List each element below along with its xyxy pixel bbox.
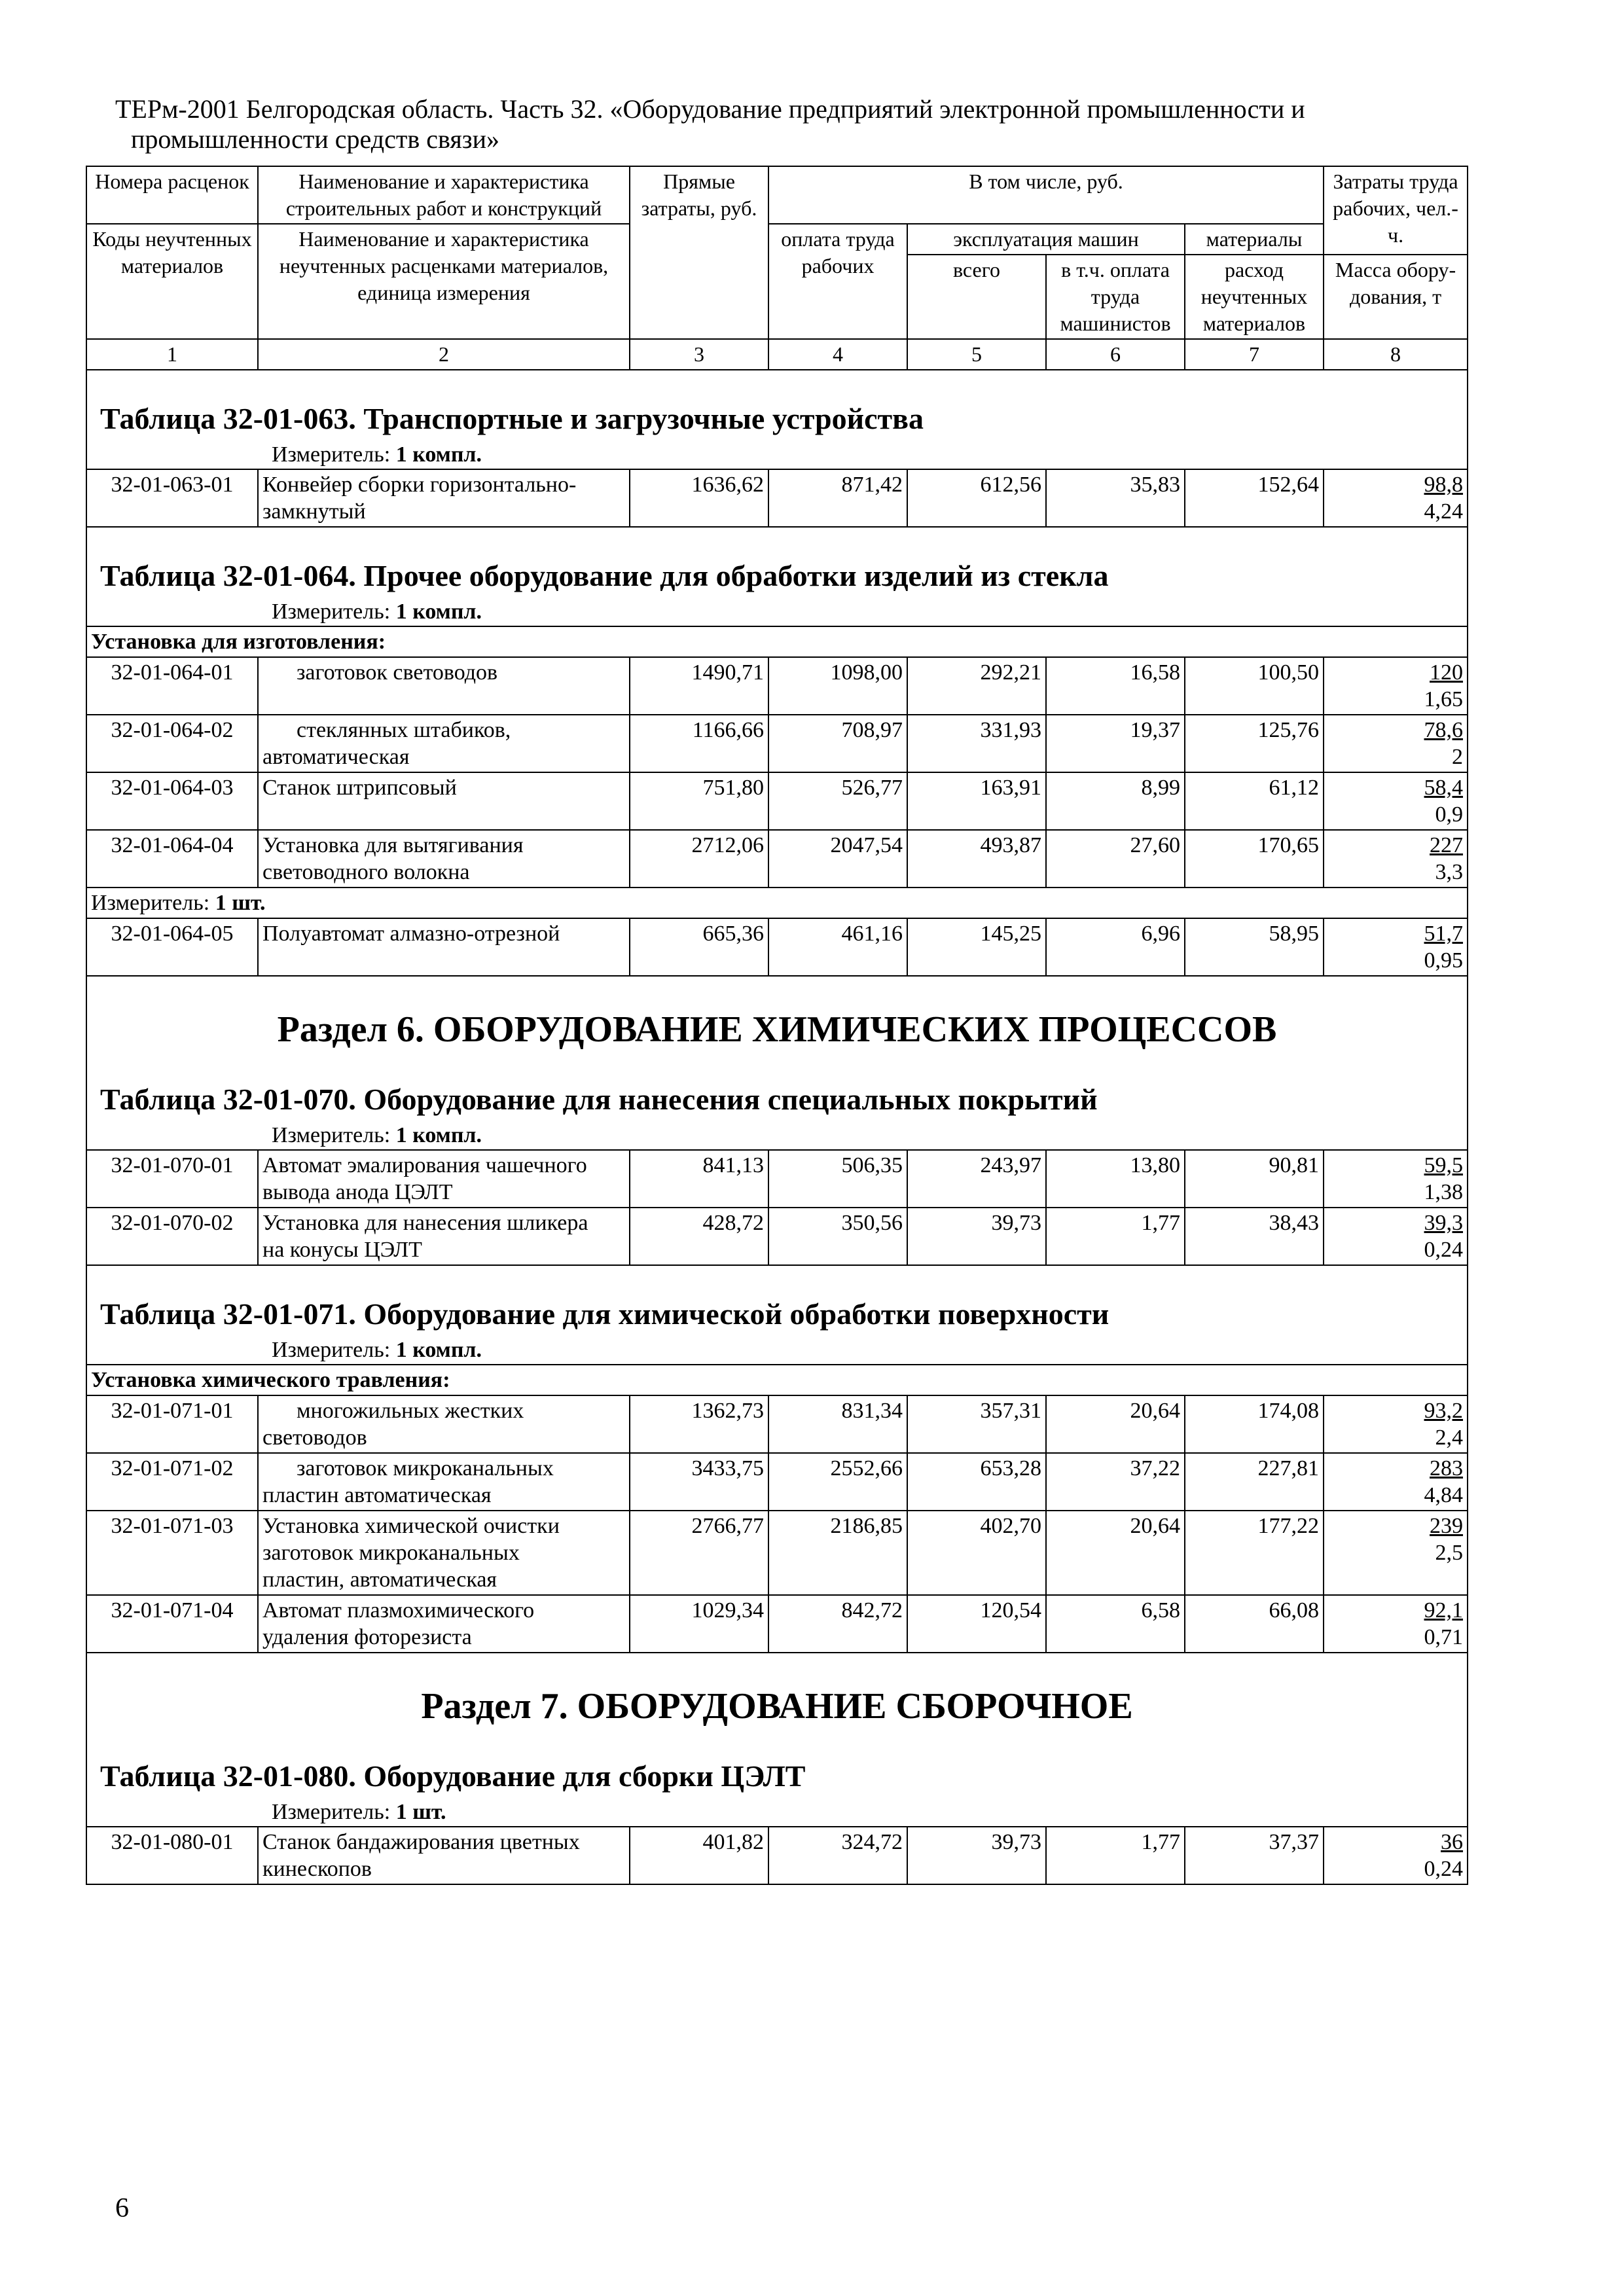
rate-code: 32-01-071-02 <box>86 1453 258 1511</box>
operators-pay: 27,60 <box>1046 830 1185 888</box>
rate-code: 32-01-080-01 <box>86 1827 258 1884</box>
labor-pay: 1098,00 <box>768 657 907 715</box>
operators-pay: 20,64 <box>1046 1395 1185 1453</box>
machines-total: 39,73 <box>907 1208 1046 1265</box>
table-064-title-block <box>86 527 1468 626</box>
direct-cost: 841,13 <box>630 1150 768 1208</box>
section-6-title: Раздел 6. ОБОРУДОВАНИЕ ХИМИЧЕСКИХ ПРОЦЕССОВ <box>277 1009 1277 1050</box>
measure-line: Измеритель: 1 шт. <box>86 888 1468 918</box>
table-row <box>86 1595 1468 1653</box>
direct-cost: 1636,62 <box>630 469 768 527</box>
direct-cost: 751,80 <box>630 772 768 830</box>
col-num-7: 7 <box>1185 339 1324 370</box>
rate-name: Конвейер сборки горизонтально- замкнутый <box>258 469 630 527</box>
table-row <box>86 830 1468 888</box>
col-num-8: 8 <box>1324 339 1468 370</box>
table-row <box>86 469 1468 527</box>
subheading: Установка для изготовления: <box>86 626 1468 657</box>
rate-name: заготовок световодов <box>258 657 630 715</box>
measure-value: 1 компл. <box>395 442 482 467</box>
labor-pay: 526,77 <box>768 772 907 830</box>
machines-total: 292,21 <box>907 657 1046 715</box>
operators-pay: 20,64 <box>1046 1511 1185 1595</box>
direct-cost: 2712,06 <box>630 830 768 888</box>
rate-name: Станок штрипсовый <box>258 772 630 830</box>
labor-and-mass: 283 4,84 <box>1324 1453 1468 1511</box>
labor-pay: 2047,54 <box>768 830 907 888</box>
table-row <box>86 1150 1468 1208</box>
rate-code: 32-01-064-03 <box>86 772 258 830</box>
col8-header-top: Затраты труда рабочих, чел.-ч. <box>1324 166 1468 255</box>
page-header <box>115 94 1464 154</box>
operators-pay: 1,77 <box>1046 1208 1185 1265</box>
table-row <box>86 1395 1468 1453</box>
rate-name: многожильных жестких световодов <box>258 1395 630 1453</box>
operators-pay: 6,96 <box>1046 918 1185 976</box>
rate-code: 32-01-064-02 <box>86 715 258 772</box>
rate-name: Установка для вытягивания световодного волокна <box>258 830 630 888</box>
table-row <box>86 1511 1468 1595</box>
materials-cost: 66,08 <box>1185 1595 1324 1653</box>
rate-name: стеклянных штабиков, автоматическая <box>258 715 630 772</box>
direct-cost: 2766,77 <box>630 1511 768 1595</box>
machines-total: 402,70 <box>907 1511 1046 1595</box>
materials-cost: 90,81 <box>1185 1150 1324 1208</box>
included-header: В том числе, руб. <box>768 166 1324 224</box>
header-line-2: промышленности средств связи» <box>131 124 499 154</box>
rate-code: 32-01-064-05 <box>86 918 258 976</box>
materials-header: материалы <box>1185 224 1324 255</box>
labor-and-mass: 227 3,3 <box>1324 830 1468 888</box>
labor-pay: 842,72 <box>768 1595 907 1653</box>
machines-total: 243,97 <box>907 1150 1046 1208</box>
measure-line: Измеритель: 1 компл. <box>272 600 482 624</box>
col2-header-bottom: Наименование и характеристика неучтенных расценками материалов, единица измерения <box>258 224 630 339</box>
col1-header-top: Номера расценок <box>86 166 258 224</box>
section-7-block <box>86 1653 1468 1827</box>
labor-and-mass: 93,2 2,4 <box>1324 1395 1468 1453</box>
measure-line <box>100 441 1454 469</box>
col-num-6: 6 <box>1046 339 1185 370</box>
labor-pay: 506,35 <box>768 1150 907 1208</box>
labor-pay: 2186,85 <box>768 1511 907 1595</box>
machines-total: 653,28 <box>907 1453 1046 1511</box>
col2-header-top: Наименование и характеристика строительных работ и конструкций <box>258 166 630 224</box>
materials-cost: 227,81 <box>1185 1453 1324 1511</box>
page-number: 6 <box>115 2193 129 2223</box>
labor-and-mass: 92,1 0,71 <box>1324 1595 1468 1653</box>
col3-header: Прямые затраты, руб. <box>630 166 768 339</box>
labor-and-mass: 239 2,5 <box>1324 1511 1468 1595</box>
table-row <box>86 918 1468 976</box>
direct-cost: 428,72 <box>630 1208 768 1265</box>
col1-header-bottom: Коды неучтенных материалов <box>86 224 258 339</box>
labor-pay: 708,97 <box>768 715 907 772</box>
machines-header: эксплуатация машин <box>907 224 1185 255</box>
labor-and-mass: 58,4 0,9 <box>1324 772 1468 830</box>
labor-and-mass: 36 0,24 <box>1324 1827 1468 1884</box>
labor-and-mass: 78,6 2 <box>1324 715 1468 772</box>
materials-cost: 170,65 <box>1185 830 1324 888</box>
rate-name: Полуавтомат алмазно-отрезной <box>258 918 630 976</box>
direct-cost: 1362,73 <box>630 1395 768 1453</box>
col-num-2: 2 <box>258 339 630 370</box>
labor-pay: 871,42 <box>768 469 907 527</box>
column-numbers-row <box>86 339 1468 370</box>
labor-and-mass: 59,5 1,38 <box>1324 1150 1468 1208</box>
rate-name: заготовок микроканальных пластин автоматическая <box>258 1453 630 1511</box>
col7-header: расход неучтенных материалов <box>1185 255 1324 339</box>
operators-pay: 37,22 <box>1046 1453 1185 1511</box>
rate-code: 32-01-064-01 <box>86 657 258 715</box>
direct-cost: 1490,71 <box>630 657 768 715</box>
header-line-1: ТЕРм-2001 Белгородская область. Часть 32. «Оборудование предприятий электронной промышленности и <box>115 94 1305 124</box>
materials-cost: 100,50 <box>1185 657 1324 715</box>
measure-line: Измеритель: 1 шт. <box>272 1800 446 1824</box>
rate-name: Установка для нанесения шликера на конусы ЦЭЛТ <box>258 1208 630 1265</box>
materials-cost: 152,64 <box>1185 469 1324 527</box>
labor-pay: 324,72 <box>768 1827 907 1884</box>
operators-pay: 16,58 <box>1046 657 1185 715</box>
price-table <box>86 166 1468 1885</box>
col-num-4: 4 <box>768 339 907 370</box>
measure-label: Измеритель: <box>272 442 396 467</box>
labor-and-mass: 98,8 4,24 <box>1324 469 1468 527</box>
materials-cost: 38,43 <box>1185 1208 1324 1265</box>
rate-code: 32-01-071-03 <box>86 1511 258 1595</box>
rate-code: 32-01-070-01 <box>86 1150 258 1208</box>
machines-total: 120,54 <box>907 1595 1046 1653</box>
labor-and-mass: 51,7 0,95 <box>1324 918 1468 976</box>
col4-header: оплата труда рабочих <box>768 224 907 339</box>
table-row <box>86 772 1468 830</box>
machines-total: 357,31 <box>907 1395 1046 1453</box>
labor-and-mass: 120 1,65 <box>1324 657 1468 715</box>
direct-cost: 1029,34 <box>630 1595 768 1653</box>
labor-pay: 831,34 <box>768 1395 907 1453</box>
operators-pay: 13,80 <box>1046 1150 1185 1208</box>
direct-cost: 1166,66 <box>630 715 768 772</box>
measure-line: Измеритель: 1 компл. <box>272 1123 482 1147</box>
table-071-title: Таблица 32-01-071. Оборудование для химической обработки поверхности <box>100 1297 1110 1331</box>
table-063-title-block <box>86 370 1468 469</box>
operators-pay: 6,58 <box>1046 1595 1185 1653</box>
labor-pay: 2552,66 <box>768 1453 907 1511</box>
machines-total: 145,25 <box>907 918 1046 976</box>
table-row <box>86 1208 1468 1265</box>
materials-cost: 58,95 <box>1185 918 1324 976</box>
rate-name: Станок бандажирования цветных кинескопов <box>258 1827 630 1884</box>
col-num-5: 5 <box>907 339 1046 370</box>
table-070-title: Таблица 32-01-070. Оборудование для нанесения специальных покрытий <box>100 1083 1098 1116</box>
operators-pay: 1,77 <box>1046 1827 1185 1884</box>
rate-code: 32-01-064-04 <box>86 830 258 888</box>
machines-total: 493,87 <box>907 830 1046 888</box>
operators-pay: 8,99 <box>1046 772 1185 830</box>
rate-code: 32-01-071-01 <box>86 1395 258 1453</box>
table-080-title: Таблица 32-01-080. Оборудование для сборки ЦЭЛТ <box>100 1759 806 1793</box>
labor-pay: 350,56 <box>768 1208 907 1265</box>
labor-pay: 461,16 <box>768 918 907 976</box>
rate-code: 32-01-063-01 <box>86 469 258 527</box>
direct-cost: 401,82 <box>630 1827 768 1884</box>
col-num-3: 3 <box>630 339 768 370</box>
operators-pay: 19,37 <box>1046 715 1185 772</box>
operators-pay: 35,83 <box>1046 469 1185 527</box>
col6-header: в т.ч. оплата труда машинистов <box>1046 255 1185 339</box>
rate-name: Установка химической очистки заготовок микроканальных пластин, автоматическая <box>258 1511 630 1595</box>
table-row <box>86 1827 1468 1884</box>
materials-cost: 174,08 <box>1185 1395 1324 1453</box>
direct-cost: 665,36 <box>630 918 768 976</box>
table-row <box>86 715 1468 772</box>
materials-cost: 61,12 <box>1185 772 1324 830</box>
rate-code: 32-01-070-02 <box>86 1208 258 1265</box>
table-064-title: Таблица 32-01-064. Прочее оборудование для обработки изделий из стекла <box>100 559 1109 592</box>
rate-name: Автомат эмалирования чашечного вывода анода ЦЭЛТ <box>258 1150 630 1208</box>
labor-and-mass: 39,3 0,24 <box>1324 1208 1468 1265</box>
table-063-title: Таблица 32-01-063. Транспортные и загрузочные устройства <box>100 402 924 435</box>
machines-total: 163,91 <box>907 772 1046 830</box>
direct-cost: 3433,75 <box>630 1453 768 1511</box>
table-071-title-block <box>86 1265 1468 1365</box>
measure-line: Измеритель: 1 компл. <box>272 1338 482 1362</box>
section-6-block <box>86 976 1468 1150</box>
materials-cost: 125,76 <box>1185 715 1324 772</box>
subheading: Установка химического травления: <box>86 1365 1468 1395</box>
machines-total: 39,73 <box>907 1827 1046 1884</box>
col-num-1: 1 <box>86 339 258 370</box>
machines-total: 331,93 <box>907 715 1046 772</box>
materials-cost: 37,37 <box>1185 1827 1324 1884</box>
rate-code: 32-01-071-04 <box>86 1595 258 1653</box>
machines-total: 612,56 <box>907 469 1046 527</box>
col5-header: всего <box>907 255 1046 339</box>
materials-cost: 177,22 <box>1185 1511 1324 1595</box>
rate-name: Автомат плазмохимического удаления фоторезиста <box>258 1595 630 1653</box>
table-row <box>86 1453 1468 1511</box>
col8-header-bottom: Масса обору-дования, т <box>1324 255 1468 339</box>
table-row <box>86 657 1468 715</box>
section-7-title: Раздел 7. ОБОРУДОВАНИЕ СБОРОЧНОЕ <box>421 1686 1133 1727</box>
